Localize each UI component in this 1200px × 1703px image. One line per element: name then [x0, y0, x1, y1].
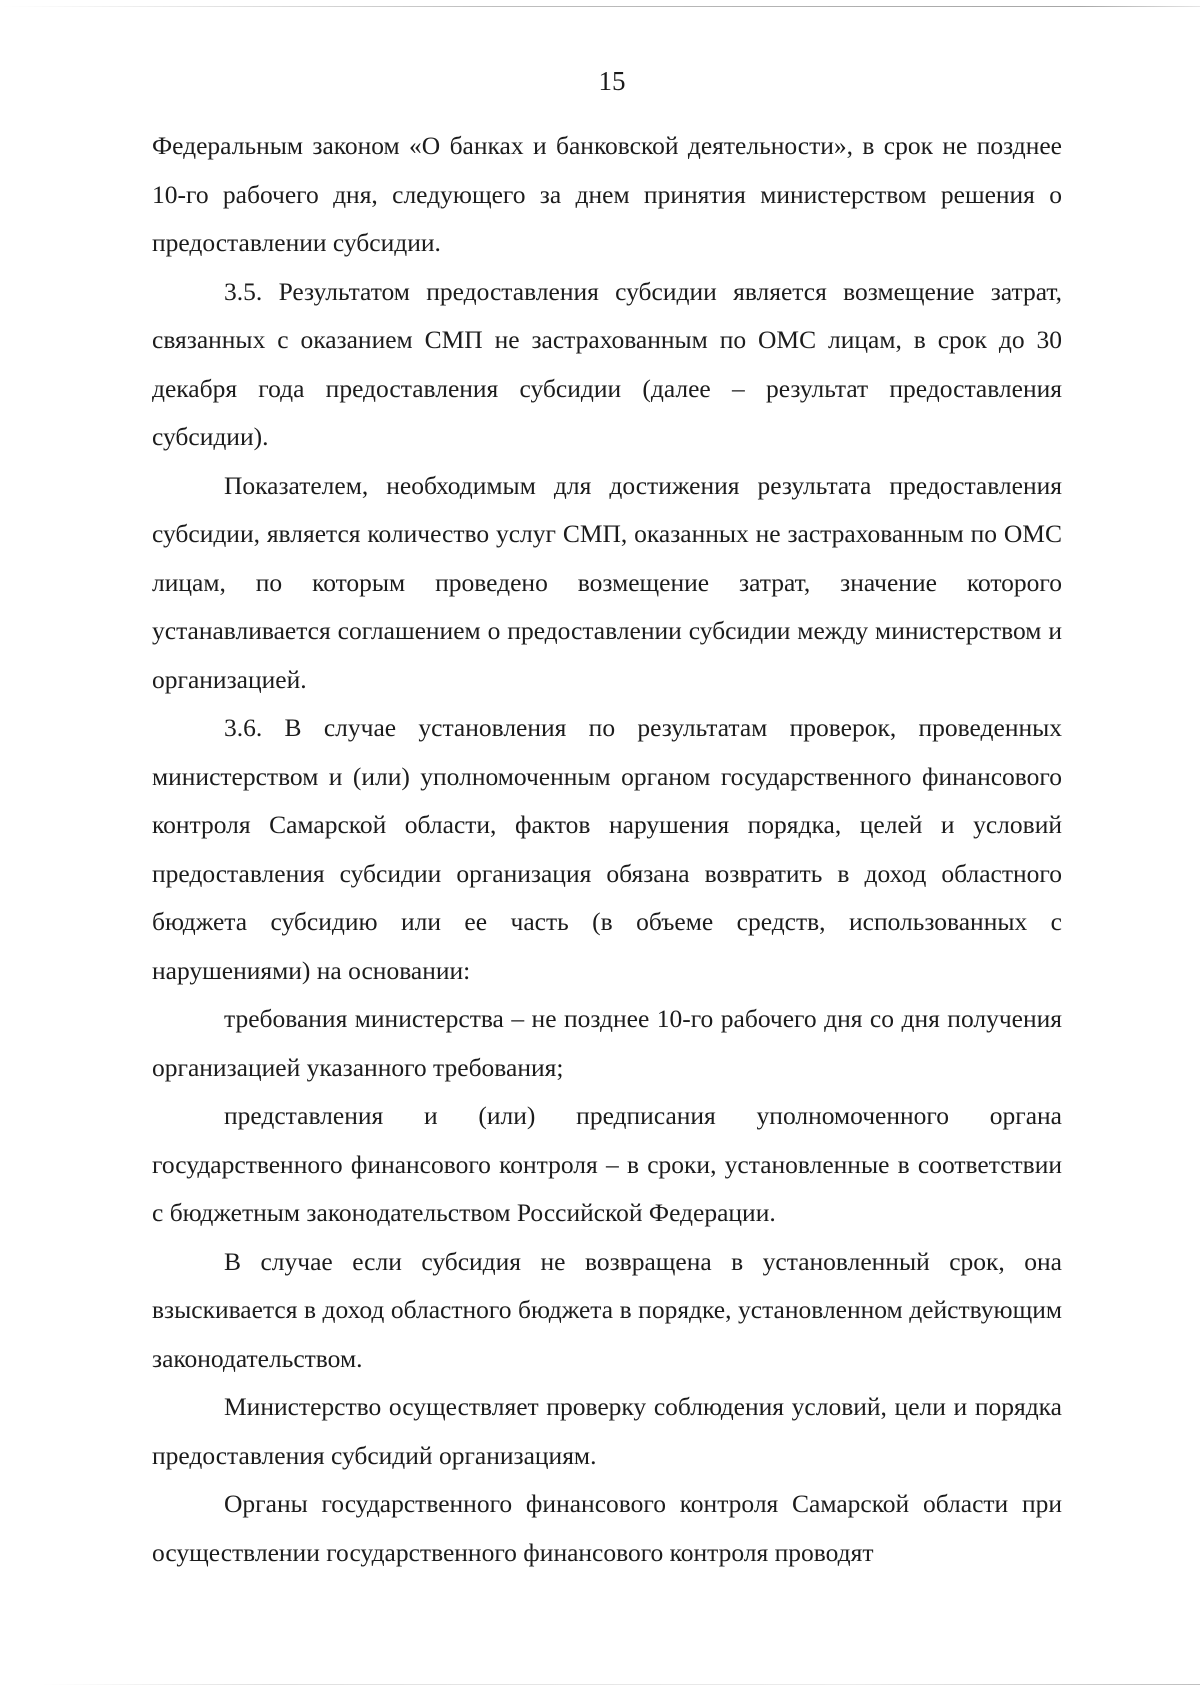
paragraph-control-bodies: Органы государственного финансового контроля Самарской области при осуществлении государственного финансового контроля проводят	[152, 1489, 1062, 1567]
paragraph-ministry-requirement: требования министерства – не позднее 10-го рабочего дня со дня получения организацией указанного требования;	[152, 1004, 1062, 1082]
paragraph-indicator: Показателем, необходимым для достижения результата предоставления субсидии, является количество услуг СМП, оказанных не застрахованным по ОМС лицам, по которым проведено возмещение затрат, значение которого устанавливается соглашением о предоставлении субсидии между министерством и организацией.	[152, 470, 1062, 694]
scan-edge-bottom	[40, 1684, 1200, 1685]
scan-edge-top	[0, 6, 1200, 7]
paragraph-3-6: 3.6. В случае установления по результатам проверок, проведенных министерством и (или) уполномоченным органом государственного финансового контроля Самарской области, фактов нарушения порядка, целей и условий предоставления субсидии организация обязана возвратить в доход областного бюджета субсидию или ее часть (в объеме средств, использованных с нарушениями) на основании:	[152, 713, 1062, 985]
paragraph-recovery: В случае если субсидия не возвращена в установленный срок, она взыскивается в доход областного бюджета в порядке, установленном действующим законодательством.	[152, 1246, 1062, 1373]
paragraph-3-5: 3.5. Результатом предоставления субсидии является возмещение затрат, связанных с оказанием СМП не застрахованным по ОМС лицам, в срок до 30 декабря года предоставления субсидии (далее – результат предоставления субсидии).	[152, 276, 1062, 451]
paragraph-control-prescription: представления и (или) предписания уполномоченного органа государственного финансового контроля – в сроки, установленные в соответствии с бюджетным законодательством Российской Федерации.	[152, 1101, 1062, 1227]
page-number: 15	[598, 66, 626, 96]
document-body	[152, 122, 1062, 1577]
paragraph-continuation: Федеральным законом «О банках и банковской деятельности», в срок не позднее 10-го рабочего дня, следующего за днем принятия министерством решения о предоставлении субсидии.	[152, 131, 1062, 257]
paragraph-ministry-check: Министерство осуществляет проверку соблюдения условий, цели и порядка предоставления субсидий организациям.	[152, 1392, 1062, 1470]
